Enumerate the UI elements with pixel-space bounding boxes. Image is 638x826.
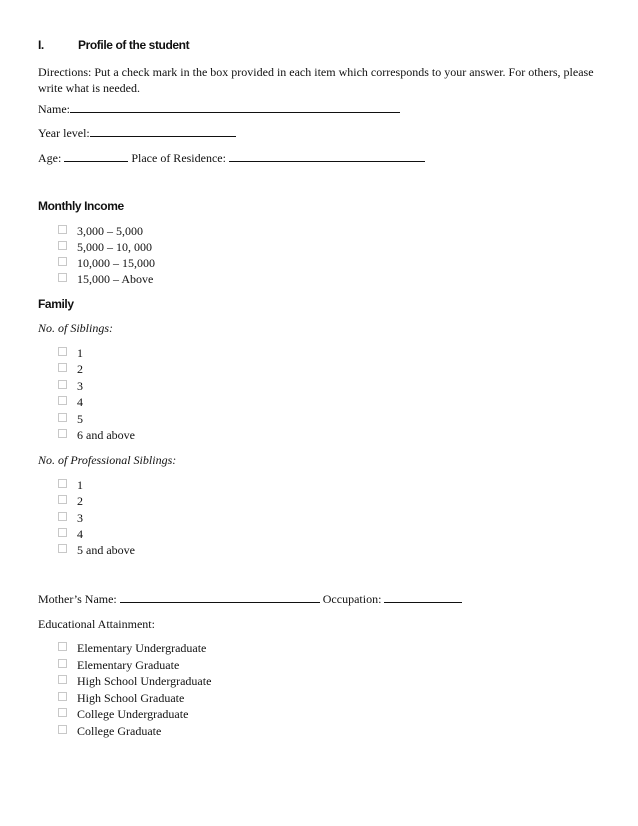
income-option[interactable]: 3,000 – 5,000 — [58, 224, 143, 238]
educational-attainment-label: Educational Attainment: — [38, 617, 155, 631]
section-number: I. — [38, 38, 44, 52]
checkbox-icon[interactable] — [58, 347, 67, 356]
education-option[interactable]: Elementary Graduate — [58, 658, 179, 672]
siblings-option[interactable]: 2 — [58, 362, 83, 376]
checkbox-icon[interactable] — [58, 512, 67, 521]
checkbox-icon[interactable] — [58, 479, 67, 488]
occupation-input-line[interactable] — [384, 592, 462, 603]
year-level-input-line[interactable] — [90, 126, 236, 137]
checkbox-icon[interactable] — [58, 675, 67, 684]
education-option[interactable]: High School Graduate — [58, 691, 184, 705]
siblings-option[interactable]: 6 and above — [58, 428, 135, 442]
professional-siblings-label: No. of Professional Siblings: — [38, 453, 177, 467]
checkbox-icon[interactable] — [58, 495, 67, 504]
siblings-option[interactable]: 5 — [58, 412, 83, 426]
siblings-option[interactable]: 4 — [58, 395, 83, 409]
education-option[interactable]: College Graduate — [58, 724, 161, 738]
age-residence-field — [38, 151, 425, 165]
residence-input-line[interactable] — [229, 151, 425, 162]
age-input-line[interactable] — [64, 151, 128, 162]
professional-siblings-option[interactable]: 3 — [58, 511, 83, 525]
education-option[interactable]: Elementary Undergraduate — [58, 641, 206, 655]
name-input-line[interactable] — [70, 102, 400, 113]
professional-siblings-option[interactable]: 5 and above — [58, 543, 135, 557]
income-option[interactable]: 5,000 – 10, 000 — [58, 240, 152, 254]
directions-text: Directions: Put a check mark in the box provided in each item which corresponds to your answer. For others, please write what is needed. — [38, 65, 594, 95]
family-heading: Family — [38, 297, 74, 311]
checkbox-icon[interactable] — [58, 642, 67, 651]
checkbox-icon[interactable] — [58, 257, 67, 266]
checkbox-icon[interactable] — [58, 241, 67, 250]
education-option[interactable]: College Undergraduate — [58, 707, 188, 721]
siblings-label: No. of Siblings: — [38, 321, 114, 335]
checkbox-icon[interactable] — [58, 396, 67, 405]
residence-label: Place of Residence: — [131, 151, 226, 165]
mother-field — [38, 592, 462, 606]
checkbox-icon[interactable] — [58, 225, 67, 234]
monthly-income-heading: Monthly Income — [38, 199, 124, 213]
checkbox-icon[interactable] — [58, 659, 67, 668]
checkbox-icon[interactable] — [58, 544, 67, 553]
checkbox-icon[interactable] — [58, 380, 67, 389]
checkbox-icon[interactable] — [58, 429, 67, 438]
professional-siblings-option[interactable]: 4 — [58, 527, 83, 541]
siblings-option[interactable]: 1 — [58, 346, 83, 360]
education-option[interactable]: High School Undergraduate — [58, 674, 211, 688]
checkbox-icon[interactable] — [58, 528, 67, 537]
checkbox-icon[interactable] — [58, 273, 67, 282]
age-label: Age: — [38, 151, 62, 165]
year-level-label: Year level: — [38, 126, 90, 140]
mother-name-label: Mother’s Name: — [38, 592, 117, 606]
professional-siblings-option[interactable]: 2 — [58, 494, 83, 508]
name-field — [38, 102, 400, 116]
name-label: Name: — [38, 102, 70, 116]
income-option[interactable]: 10,000 – 15,000 — [58, 256, 155, 270]
year-level-field — [38, 126, 236, 140]
checkbox-icon[interactable] — [58, 413, 67, 422]
occupation-label: Occupation: — [322, 592, 382, 606]
checkbox-icon[interactable] — [58, 692, 67, 701]
mother-name-input-line[interactable] — [120, 592, 320, 603]
siblings-option[interactable]: 3 — [58, 379, 83, 393]
checkbox-icon[interactable] — [58, 708, 67, 717]
checkbox-icon[interactable] — [58, 363, 67, 372]
section-title: Profile of the student — [78, 38, 190, 52]
checkbox-icon[interactable] — [58, 725, 67, 734]
income-option[interactable]: 15,000 – Above — [58, 272, 153, 286]
professional-siblings-option[interactable]: 1 — [58, 478, 83, 492]
